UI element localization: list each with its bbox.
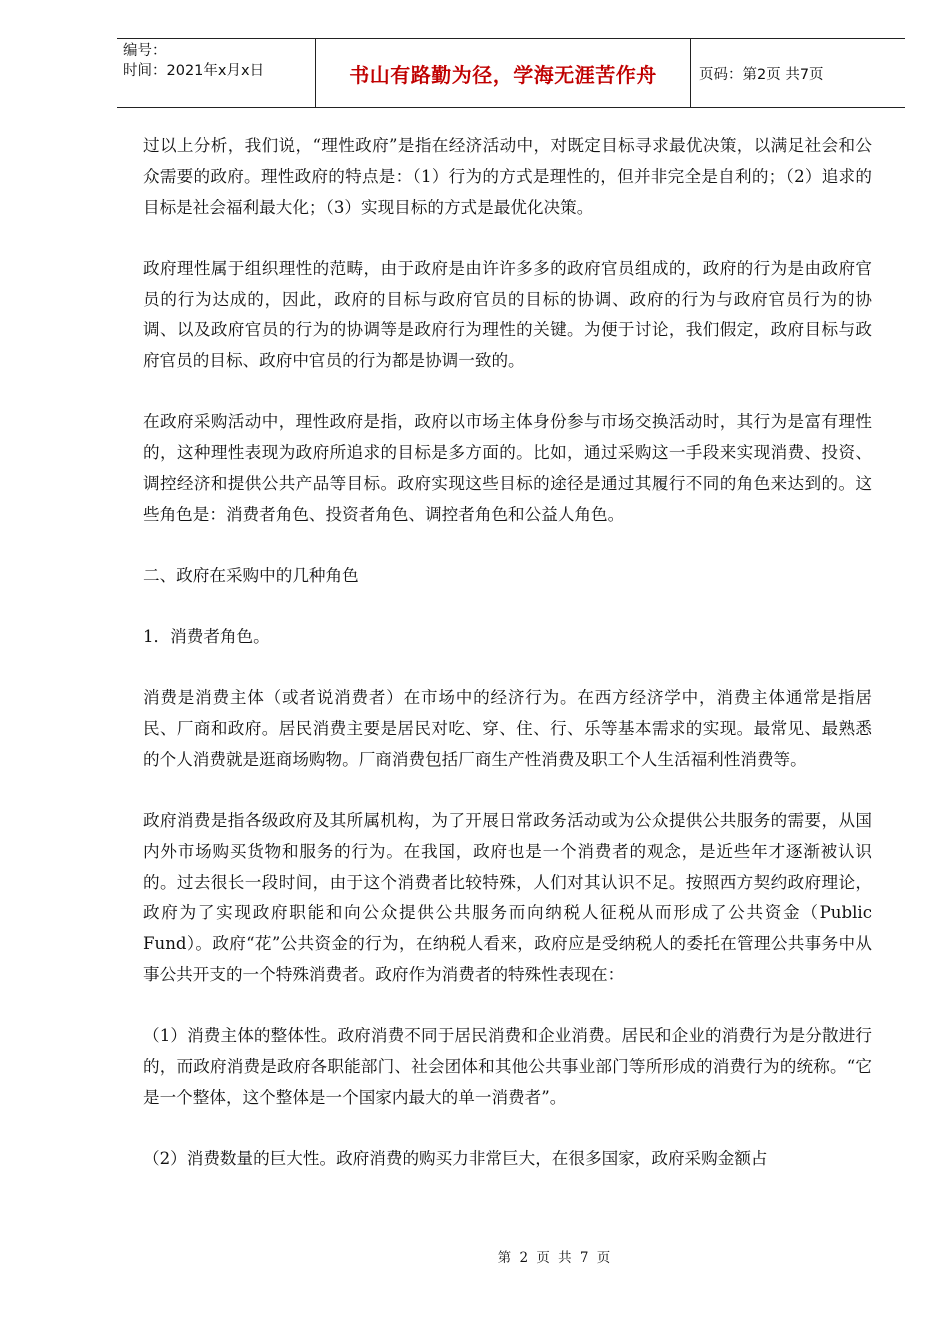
paragraph: （1）消费主体的整体性。政府消费不同于居民消费和企业消费。居民和企业的消费行为是分散进行的，而政府消费是政府各职能部门、社会团体和其他公共事业部门等所形成的消费行为的统称。“它是一个整体，这个整体是一个国家内最大的单一消费者”。	[143, 1026, 872, 1107]
subsection-heading: 1．消费者角色。	[143, 627, 270, 647]
paragraph: 过以上分析，我们说，“理性政府”是指在经济活动中，对既定目标寻求最优决策，以满足社会和公众需要的政府。理性政府的特点是：（1）行为的方式是理性的，但并非完全是自利的；（2）追求的目标是社会福利最大化；（3）实现目标的方式是最优化决策。	[143, 136, 872, 217]
paragraph: 消费是消费主体（或者说消费者）在市场中的经济行为。在西方经济学中，消费主体通常是指居民、厂商和政府。居民消费主要是居民对吃、穿、住、行、乐等基本需求的实现。最常见、最熟悉的个人消费就是逛商场购物。厂商消费包括厂商生产性消费及职工个人生活福利性消费等。	[143, 688, 872, 769]
header-meta	[117, 39, 316, 107]
paragraph: 在政府采购活动中，理性政府是指，政府以市场主体身份参与市场交换活动时，其行为是富有理性的，这种理性表现为政府所追求的目标是多方面的。比如，通过采购这一手段来实现消费、投资、调控经济和提供公共产品等目标。政府实现这些目标的途径是通过其履行不同的角色来达到的。这些角色是：消费者角色、投资者角色、调控者角色和公益人角色。	[143, 412, 872, 524]
document-body	[143, 131, 872, 1205]
paragraph: 政府理性属于组织理性的范畴，由于政府是由许许多多的政府官员组成的，政府的行为是由政府官员的行为达成的，因此，政府的目标与政府官员的目标的协调、政府的行为与政府官员行为的协调、以及政府官员的行为的协调等是政府行为理性的关键。为便于讨论，我们假定，政府目标与政府官员的目标、政府中官员的行为都是协调一致的。	[143, 258, 872, 371]
code-label: 编号：	[123, 43, 167, 59]
page-header	[117, 38, 905, 108]
page-footer: 第 2 页 共 7 页	[497, 1250, 613, 1266]
header-page-info: 页码：第2页 共7页	[699, 66, 824, 83]
section-heading: 二、政府在采购中的几种角色	[143, 565, 359, 585]
paragraph: 政府消费是指各级政府及其所属机构，为了开展日常政务活动或为公众提供公共服务的需要，从国内外市场购买货物和服务的行为。在我国，政府也是一个消费者的观念，是近些年才逐渐被认识的。过去很长一段时间，由于这个消费者比较特殊，人们对其认识不足。按照西方契约政府理论，政府为了实现政府职能和向公众提供公共服务而向纳税人征税从而形成了公共资金（Public Fund）。政府“花”公共资金的行为，在纳税人看来，政府应是受纳税人的委托在管理公共事务中从事公共开支的一个特殊消费者。政府作为消费者的特殊性表现在：	[143, 811, 872, 985]
header-motto: 书山有路勤为径，学海无涯苦作舟	[316, 39, 691, 107]
paragraph: （2）消费数量的巨大性。政府消费的购买力非常巨大，在很多国家，政府采购金额占	[143, 1149, 768, 1169]
time-label: 时间：2021年x月x日	[123, 63, 265, 79]
